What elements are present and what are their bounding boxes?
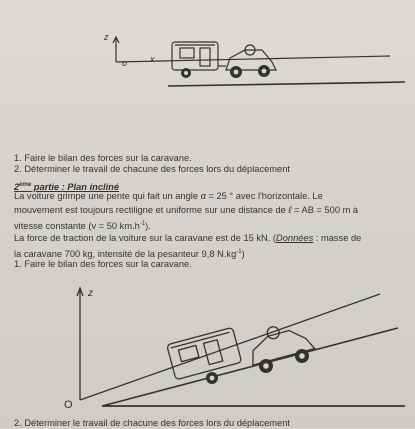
part-title: partie : Plan incliné bbox=[31, 182, 120, 193]
l3a: vitesse constante (v = 50 km.h bbox=[14, 221, 140, 232]
figure-horizontal bbox=[0, 0, 415, 150]
l5b: ) bbox=[241, 249, 245, 260]
l3b: ). bbox=[145, 221, 151, 232]
statement-line-2 bbox=[14, 205, 358, 216]
l4b: : masse de bbox=[313, 233, 362, 243]
ground-line bbox=[116, 56, 390, 62]
axis-o-label: o bbox=[122, 58, 128, 68]
l1b: = 25 ° avec l'horizontale. Le bbox=[205, 191, 323, 201]
l4a: La force de traction de la voiture sur la caravane est de 15 kN. ( bbox=[14, 233, 277, 243]
l3-sup: -1 bbox=[139, 221, 146, 227]
caravan-door bbox=[200, 48, 210, 66]
ell-symbol: ℓ bbox=[288, 205, 292, 215]
caravan-window bbox=[180, 48, 194, 58]
axis-z-label: z bbox=[88, 288, 93, 299]
part-number: 2 bbox=[14, 182, 20, 193]
statement-line-3 bbox=[14, 219, 151, 232]
l1a: La voiture grimpe une pente qui fait un angle bbox=[14, 191, 201, 201]
part-sup: ème bbox=[19, 182, 32, 188]
question-1: 1. Faire le bilan des forces sur la caravane. bbox=[14, 153, 192, 163]
l5-sup: -1 bbox=[236, 249, 242, 255]
figure-inclined-plane bbox=[0, 272, 415, 422]
statement-line-4 bbox=[14, 233, 361, 244]
donnees-label: Données bbox=[276, 233, 314, 243]
car-driver bbox=[266, 325, 281, 340]
question-2b: 2. Déterminer le travail de chacune des forces lors du déplacement bbox=[14, 418, 290, 428]
question-2: 2. Déterminer le travail de chacune des forces lors du déplacement bbox=[14, 164, 290, 174]
axis-z-label: z bbox=[104, 32, 109, 42]
question-1b: 1. Faire le bilan des forces sur la caravane. bbox=[14, 259, 192, 269]
statement-line-1 bbox=[14, 191, 323, 202]
l5a: la caravane 700 kg, intensité de la pesanteur 9,8 N.kg bbox=[14, 249, 237, 260]
l2a: mouvement est toujours rectiligne et uniforme sur une distance de bbox=[14, 205, 289, 215]
slope-upper bbox=[80, 294, 380, 400]
caravan-body bbox=[172, 42, 218, 70]
caravan-door bbox=[204, 340, 223, 365]
alpha-symbol: α bbox=[200, 191, 206, 201]
l2b: = AB = 500 m à bbox=[291, 205, 359, 215]
axis-x-label: x bbox=[150, 54, 155, 64]
axis-o-label: O bbox=[64, 399, 73, 411]
road-line bbox=[168, 82, 405, 86]
